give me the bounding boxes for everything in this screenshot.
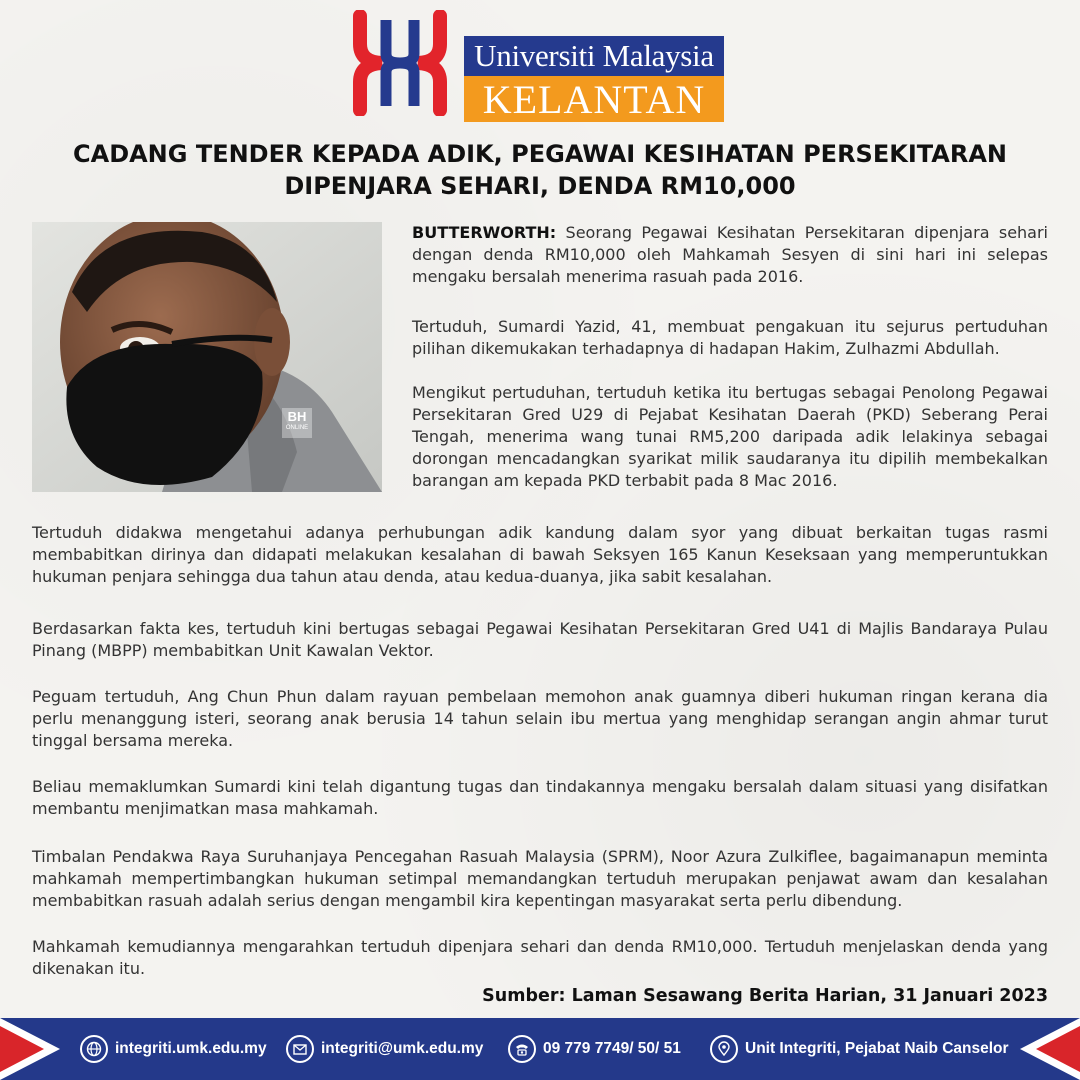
article-paragraph-4: Tertuduh didakwa mengetahui adanya perhubungan adik kandung dalam syor yang dibuat berkaitan tugas rasmi membabitkan dirinya dan didapati melakukan kesalahan di bawah Seksyen 165 Kanun Keseksaan yang memperuntukkan hukuman penjara sehingga dua tahun atau denda, atau kedua-duanya, jika sabit kesalahan. xyxy=(32,523,1048,586)
logo-text-kelantan: KELANTAN xyxy=(464,76,724,122)
headline-line-1: CADANG TENDER KEPADA ADIK, PEGAWAI KESIHATAN PERSEKITARAN xyxy=(73,140,1007,168)
photo-watermark xyxy=(284,410,310,432)
footer-email-text: integriti@umk.edu.my xyxy=(321,1040,484,1057)
globe-icon xyxy=(80,1035,108,1063)
source-credit: Sumber: Laman Sesawang Berita Harian, 31 Januari 2023 xyxy=(482,986,1048,1006)
footer-website[interactable] xyxy=(80,1034,267,1064)
umk-emblem-icon xyxy=(352,10,448,116)
article-paragraph-5: Berdasarkan fakta kes, tertuduh kini bertugas sebagai Pegawai Kesihatan Persekitaran Gred U41 di Majlis Bandaraya Pulau Pinang (MBPP) membabitkan Unit Kawalan Vektor. xyxy=(32,619,1048,660)
article-paragraph-3: Mengikut pertuduhan, tertuduh ketika itu bertugas sebagai Penolong Pegawai Persekitaran Gred U29 di Pejabat Kesihatan Daerah (PKD) Seberang Perai Tengah, menerima wang tunai RM5,200 daripada adik lelakinya sebagai dorongan mencadangkan syarikat milik saudaranya itu dipilih membekalkan barangan am kepada PKD terbabit pada 8 Mac 2016. xyxy=(412,383,1048,490)
telephone-icon xyxy=(508,1035,536,1063)
article-paragraph-1-text: Seorang Pegawai Kesihatan Persekitaran dipenjara sehari dengan denda RM10,000 oleh Mahkamah Sesyen di sini hari ini selepas mengaku bersalah menerima rasuah pada 2016. xyxy=(412,223,1048,286)
footer-office-text: Unit Integriti, Pejabat Naib Canselor xyxy=(745,1040,1009,1057)
footer-bar xyxy=(0,1018,1080,1080)
footer-phone-text: 09 779 7749/ 50/ 51 xyxy=(543,1040,681,1057)
headline xyxy=(40,138,1040,202)
article-paragraph-7: Beliau memaklumkan Sumardi kini telah digantung tugas dan tindakannya mengaku bersalah dalam situasi yang disifatkan membantu menjimatkan masa mahkamah. xyxy=(32,777,1048,818)
umk-logo xyxy=(352,10,724,122)
photo-watermark-online: ONLINE xyxy=(285,425,309,431)
article-paragraph-1 xyxy=(412,222,1048,288)
article-paragraph-2: Tertuduh, Sumardi Yazid, 41, membuat pengakuan itu sejurus pertuduhan pilihan dikemukakan terhadapnya di hadapan Hakim, Zulhazmi Abdullah. xyxy=(412,317,1048,358)
article-paragraph-8: Timbalan Pendakwa Raya Suruhanjaya Pencegahan Rasuah Malaysia (SPRM), Noor Azura Zulkiflee, bagaimanapun meminta mahkamah mempertimbangkan hukuman setimpal memandangkan tertuduh merupakan penjawat awam dan kesalahan membabitkan rasuah adalah serius dengan mengambil kira kepentingan masyarakat serta perlu dibendung. xyxy=(32,847,1048,910)
news-photo xyxy=(32,222,382,492)
article-dateline: BUTTERWORTH: xyxy=(412,223,557,242)
headline-line-2: DIPENJARA SEHARI, DENDA RM10,000 xyxy=(284,172,796,200)
footer-office[interactable] xyxy=(710,1034,1009,1064)
article-paragraph-9: Mahkamah kemudiannya mengarahkan tertuduh dipenjara sehari dan denda RM10,000. Tertuduh menjelaskan denda yang dikenakan itu. xyxy=(32,937,1048,978)
logo-text-universiti-malaysia: Universiti Malaysia xyxy=(464,36,724,76)
man-in-mask-photo xyxy=(32,222,382,492)
photo-watermark-bh: BH xyxy=(287,409,307,424)
location-pin-icon xyxy=(710,1035,738,1063)
footer-email[interactable] xyxy=(286,1034,483,1064)
footer-phone[interactable] xyxy=(508,1034,681,1064)
footer-website-text: integriti.umk.edu.my xyxy=(115,1040,267,1057)
envelope-icon xyxy=(286,1035,314,1063)
article-paragraph-6: Peguam tertuduh, Ang Chun Phun dalam rayuan pembelaan memohon anak guamnya diberi hukuman ringan kerana dia perlu menanggung isteri, seorang anak berusia 14 tahun selain ibu mertua yang menghidap serangan angin ahmar turut tinggal bersama mereka. xyxy=(32,687,1048,750)
